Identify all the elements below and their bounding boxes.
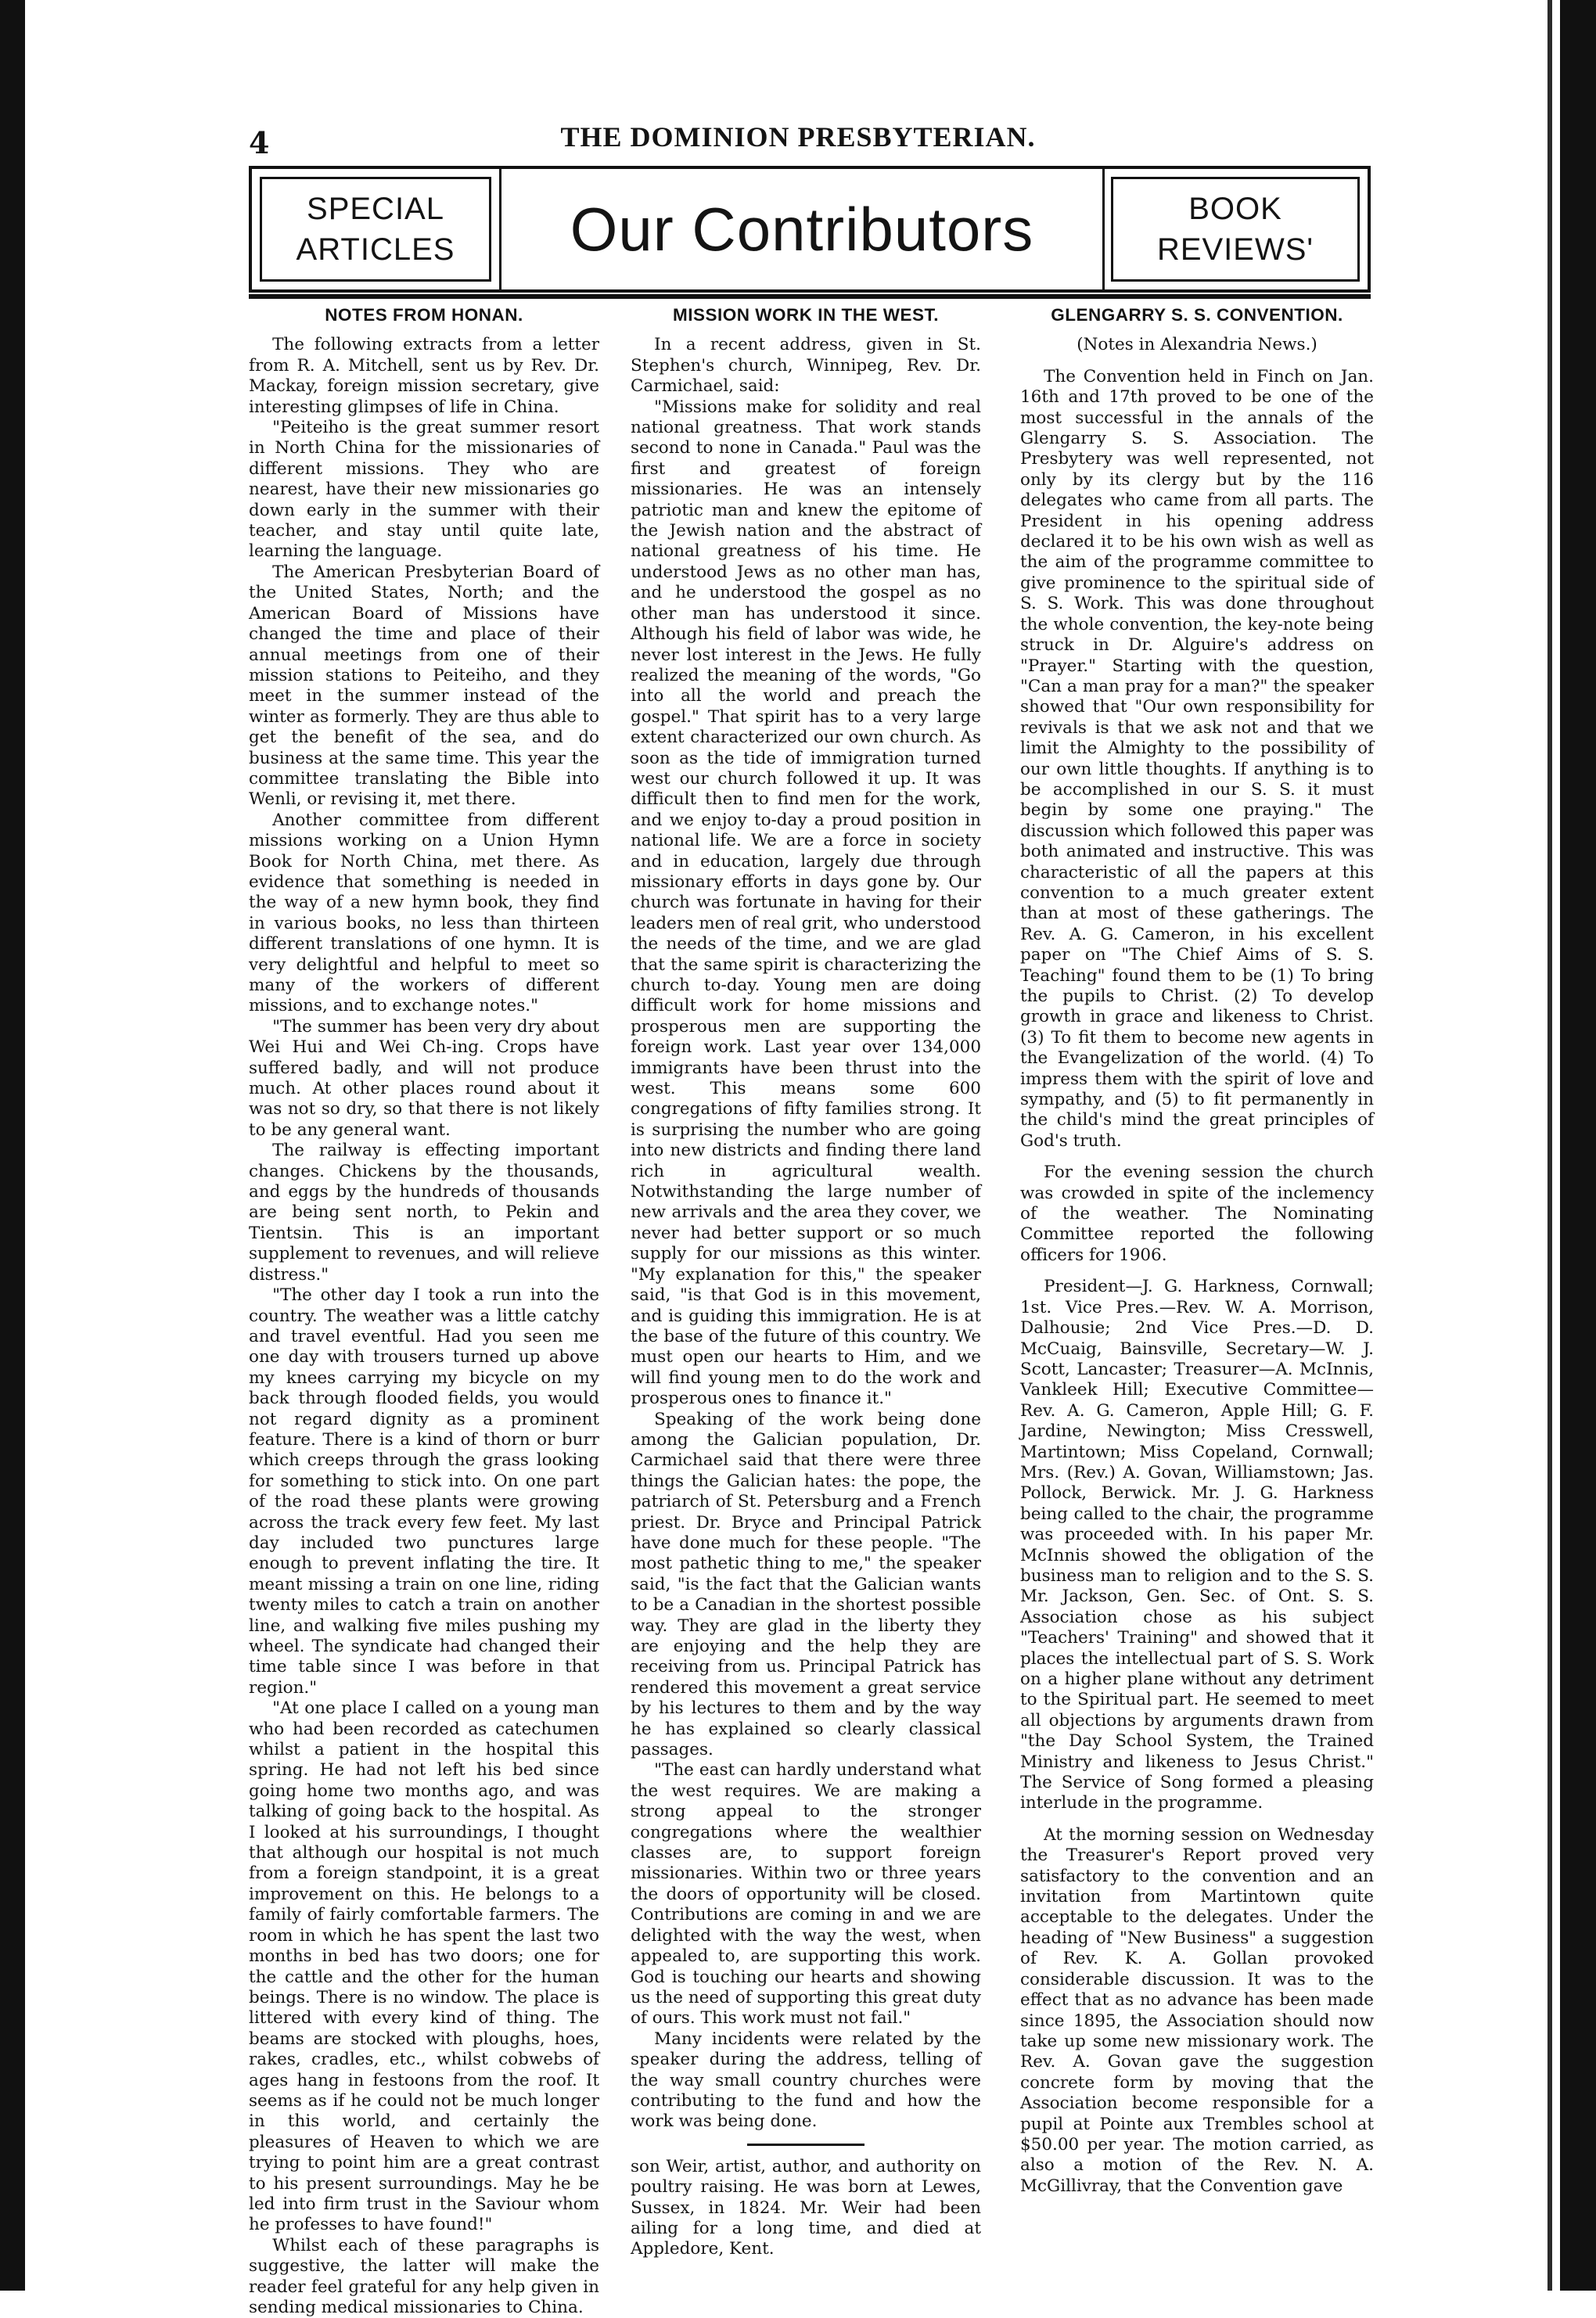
article-paragraph: Whilst each of these paragraphs is suggestive, the latter will make the reader feel grateful for any help given in sending medical missionaries to China. (249, 2235, 599, 2317)
scan-fold-line (1547, 0, 1552, 2291)
article-paragraph: "Missions make for solidity and real national greatness. That work stands second to none in Canada." Paul was the first and greatest of foreign missionaries. He was an intensely patriotic man and knew the epitome of the Jewish nation and the abstract of national greatness of his time. He understood Jews as no other man has, and he understood the gospel as no other man has understood it since. Although his field of labor was wide, he never lost interest in the Jews. He fully realized the meaning of the words, "Go into all the world and preach the gospel." That spirit has to a very large extent characterized our own church. As soon as the tide of immigration turned west our church followed it up. It was difficult then to find men for the work, and we enjoy to-day a proud position in national life. We are a force in society and in education, largely due through missionary efforts in days gone by. Our church was fortunate in having for their leaders men of real grit, who understood the needs of the time, and we are glad that the same spirit is characterizing the church to-day. Young men are doing difficult work for home missions and prosperous men are supporting the foreign work. Last year over 134,000 immigrants have been thrust into the west. This means some 600 congregations of fifty families strong. It is surprising the number who are going into new districts and finding there land rich in agricultural wealth. Notwithstanding the large number of new arrivals and the area they cover, we never had better support or so much supply for our missions as this winter. "My explanation for this," the speaker said, "is that God is in this movement, and is guiding this immigration. He is at the base of the future of this country. We must open our hearts to Him, and we will find young men to do the work and prosperous ones to finance it." (631, 397, 981, 1409)
book-reviews-line2: REVIEWS' (1156, 232, 1314, 267)
book-reviews-box (1111, 177, 1360, 282)
article-paragraph: The following extracts from a letter from R. A. Mitchell, sent us by Rev. Dr. Mackay, foreign mission secretary, give interesting glimpses of life in China. (249, 335, 599, 417)
scan-edge-left (0, 0, 25, 2291)
article-paragraph: The railway is effecting important changes. Chickens by the thousands, and eggs by the hundreds of thousands are being sent north, to Pekin and Tientsin. This is an important supplement to revenues, and will relieve distress." (249, 1141, 599, 1285)
article-heading: GLENGARRY S. S. CONVENTION. (1051, 305, 1343, 325)
article-paragraph: "At one place I called on a young man who had been recorded as catechumen whilst a patient in the hospital this spring. He had not left his bed since going home two months ago, and was talking of going back to the hospital. As I looked at his surroundings, I thought that although our hospital is not much from a foreign standpoint, it is a great improvement on this. He belongs to a family of fairly comfortable farmers. The room in which he has spent the last two months in bed has two doors; one for the cattle and the other for the human beings. There is no window. The place is littered with every kind of thing. The beams are stocked with ploughs, hoes, rakes, cradles, etc., whilst cobwebs of ages hang in festoons from the roof. It seems as if he could not be much longer in this world, and certainly the pleasures of Heaven to which we are trying to point him are a great contrast to his present surroundings. May he be led into firm trust in the Saviour whom he professes to have found!" (249, 1698, 599, 2235)
article-paragraph: In a recent address, given in St. Stephen's church, Winnipeg, Rev. Dr. Carmichael, said: (631, 335, 981, 397)
special-articles-line1: SPECIAL (307, 192, 444, 226)
masthead: THE DOMINION PRESBYTERIAN. (560, 121, 1036, 153)
continued-fragment: son Weir, artist, author, and authority on poultry raising. He was born at Lewes, Sussex, in 1824. Mr. Weir had been ailing for a long time, and died at Appledore, Kent. (631, 2156, 981, 2259)
article-paragraph: "Peiteiho is the great summer resort in North China for the missionaries of different missions. They who are nearest, have their new missionaries go down early in the summer with their teacher, and stay until quite late, learning the language. (249, 418, 599, 562)
article-paragraph: Many incidents were related by the speaker during the address, telling of the way small country churches were contributing to the fund and how the work was being done. (631, 2029, 981, 2132)
special-articles-line2: ARTICLES (296, 232, 455, 267)
book-reviews-line1: BOOK (1188, 192, 1282, 226)
scan-edge-right (1560, 0, 1596, 2291)
article-paragraph: For the evening session the church was crowded in spite of the inclemency of the weather. The Nominating Committee reported the following officers for 1906. (1020, 1163, 1374, 1265)
section-title: Our Contributors (499, 169, 1105, 289)
source-note: (Notes in Alexandria News.) (1077, 335, 1317, 355)
column-notes-from-honan (249, 304, 599, 2318)
article-paragraph: The Convention held in Finch on Jan. 16th and 17th proved to be one of the most successful in the annals of the Glengarry S. S. Association. The Presbytery was well represented, not only by its clergy but by the 116 delegates who came from all parts. The President in his opening address declared it to be his own wish as well as the aim of the programme committee to give prominence to the spiritual side of S. S. Work. This was done throughout the whole convention, the key-note being struck in Dr. Alguire's address on "Prayer." Starting with the question, "Can a man pray for a man?" the speaker showed that "Our own responsibility for revivals is that we ask not and that we limit the Almighty to the possibility of our own little thoughts. If anything is to be accomplished in our S. S. it must begin by some one praying." The discussion which followed this paper was both animated and instructive. This was characteristic of all the papers at this convention to a much greater extent than at most of these gatherings. The Rev. A. G. Cameron, in his excellent paper on "The Chief Aims of S. S. Teaching" found them to be (1) To bring the pupils to Christ. (2) To develop growth in grace and likeness to Christ. (3) To fit them to become new agents in the Evangelization of the world. (4) To impress them with the spirit of love and sympathy, and (5) to fit permanently in the child's mind the great principles of God's truth. (1020, 366, 1374, 1151)
column-glengarry-convention (1020, 304, 1374, 2197)
article-paragraph: Speaking of the work being done among the Galician population, Dr. Carmichael said that there were three things the Galician hates: the pope, the patriarch of St. Petersburg and a French priest. Dr. Bryce and Principal Patrick have done much for these people. "The most pathetic thing to me," the speaker said, "is the fact that the Galician wants to be a Canadian in the shortest possible way. They are glad in the liberty they are enjoying and the help they are receiving from us. Principal Patrick has rendered this movement a great service by his lectures to them and by the way he has explained so clearly classical passages. (631, 1409, 981, 1760)
column-mission-work-in-the-west (631, 304, 981, 2260)
article-paragraph: The American Presbyterian Board of the United States, North; and the American Board of Missions have changed the time and place of their annual meetings from one of their mission stations to Peiteiho, and they meet in the summer instead of the winter as formerly. They are thus able to get the benefit of the sea, and do business at the same time. This year the committee translating the Bible into Wenli, or revising it, met there. (249, 562, 599, 810)
article-paragraph: At the morning session on Wednesday the Treasurer's Report proved very satisfactory to the convention and an invitation from Martintown quite acceptable to the delegates. Under the heading of "New Business" a suggestion of Rev. K. A. Gollan provoked considerable discussion. It was to the effect that as no advance has been made since 1895, the Association should now take up some new missionary work. The Rev. A. Govan gave the suggestion concrete form by moving that the Association become responsible for a pupil at Pointe aux Trembles school at $50.00 per year. The motion carried, as also a motion of the Rev. N. A. McGillivray, that the Convention gave (1020, 1824, 1374, 2196)
special-articles-box (260, 177, 491, 282)
column-separator-rule (747, 2144, 864, 2146)
article-paragraph: "The east can hardly understand what the west requires. We are making a strong appeal to the stronger congregations where the wealthier classes are, to support foreign missionaries. Within two or three years the doors of opportunity will be closed. Contributions are coming in and we are delighted with the way the west, when appealed to, are supporting this work. God is touching our hearts and showing us the need of supporting this great duty of ours. This work must not fail." (631, 1760, 981, 2029)
article-paragraph: Another committee from different missions working on a Union Hymn Book for North China, met there. As evidence that something is needed in the way of a new hymn book, they find in various books, no less than thirteen different translations of one hymn. It is very delightful and helpful to meet so many of the workers of different missions, and to exchange notes." (249, 810, 599, 1016)
article-paragraph: "The summer has been very dry about Wei Hui and Wei Ch-ing. Crops have suffered badly, and will not produce much. At other places round about it was not so dry, so that there is not likely to be any general want. (249, 1016, 599, 1140)
article-paragraph: President—J. G. Harkness, Cornwall; 1st. Vice Pres.—Rev. W. A. Morrison, Dalhousie; 2nd Vice Pres.—D. D. McCuaig, Bainsville, Secretary—W. J. Scott, Lancaster; Treasurer—A. McInnis, Vankleek Hill; Executive Committee—Rev. A. G. Cameron, Apple Hill; G. F. Jardine, Newington; Miss Cresswell, Martintown; Miss Copeland, Cornwall; Mrs. (Rev.) A. Govan, Williamstown; Jas. Pollock, Berwick. Mr. J. G. Harkness being called to the chair, the programme was proceeded with. In his paper Mr. McInnis showed the obligation of the business man to religion and to the S. S. Mr. Jackson, Gen. Sec. of Ont. S. S. Association chose as his subject "Teachers' Training" and showed that it places the intellectual part of S. S. Work on a higher plane without any detriment to the Spiritual part. He seemed to meet all objections by arguments drawn from "the Day School System, the Trained Ministry and likeness to Jesus Christ." The Service of Song formed a pleasing interlude in the programme. (1020, 1277, 1374, 1813)
article-heading: NOTES FROM HONAN. (325, 305, 523, 325)
article-heading: MISSION WORK IN THE WEST. (672, 305, 939, 325)
section-banner (249, 166, 1371, 293)
banner-bottom-rule (249, 294, 1371, 299)
page-number: 4 (249, 125, 270, 160)
article-paragraph: "The other day I took a run into the country. The weather was a little catchy and travel eventful. Had you seen me one day with trousers turned up above my knees carrying my bicycle on my back through flooded fields, you would not regard dignity as a prominent feature. There is a kind of thorn or burr which creeps through the grass looking for something to stick into. On one part of the road these plants were growing across the track every few feet. My last day included two punctures large enough to prevent inflating the tire. It meant missing a train on one line, riding twenty miles to catch a train on another line, and walking five miles pushing my wheel. The syndicate had changed their time table since I was before in that region." (249, 1285, 599, 1698)
